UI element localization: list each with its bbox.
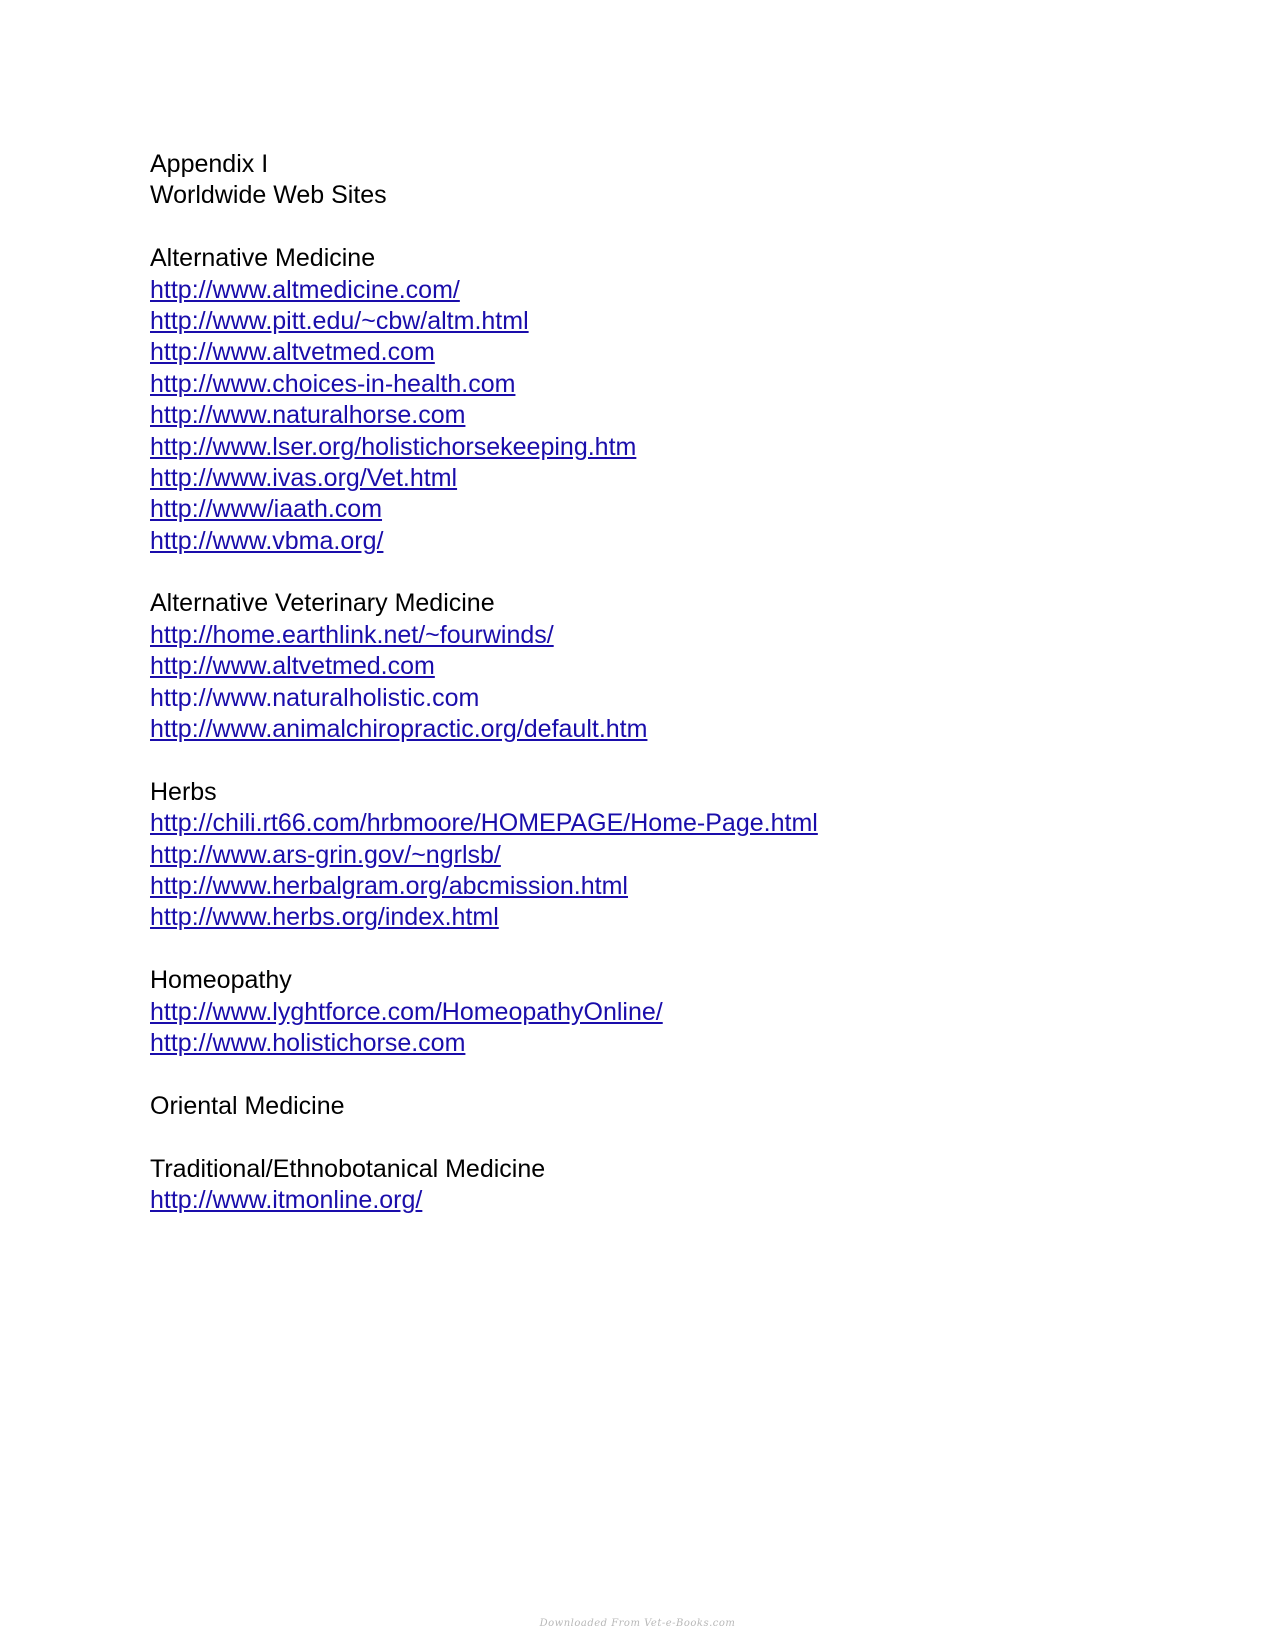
watermark: Downloaded From Vet-e-Books.com (539, 1618, 736, 1629)
section-heading: Oriental Medicine (150, 1091, 345, 1120)
section-heading: Traditional/Ethnobotanical Medicine (150, 1154, 546, 1183)
web-link[interactable]: http://chili.rt66.com/hrbmoore/HOMEPAGE/Home-Page.html (150, 809, 818, 838)
section-alternative-veterinary-medicine (150, 588, 1150, 745)
web-link[interactable]: http://www.altvetmed.com (150, 652, 435, 681)
section-homeopathy (150, 965, 1150, 1059)
section-traditional-ethnobotanical-medicine (150, 1154, 1150, 1217)
web-link[interactable]: http://www.choices-in-health.com (150, 369, 516, 398)
web-link[interactable]: http://www.animalchiropractic.org/default.htm (150, 715, 648, 744)
section-herbs (150, 777, 1150, 934)
section-heading: Herbs (150, 777, 217, 806)
web-link[interactable]: http://www.lser.org/holistichorsekeeping.htm (150, 432, 637, 461)
appendix-label: Appendix I (150, 150, 269, 178)
web-link[interactable]: http://www.ivas.org/Vet.html (150, 463, 458, 492)
web-link[interactable]: http://www.vbma.org/ (150, 526, 384, 555)
web-link[interactable]: http://www.altmedicine.com/ (150, 275, 460, 304)
web-link[interactable]: http://www.herbs.org/index.html (150, 903, 499, 932)
section-heading: Alternative Medicine (150, 244, 376, 273)
web-link[interactable]: http://www.altvetmed.com (150, 338, 435, 367)
section-heading: Homeopathy (150, 966, 292, 995)
web-link[interactable]: http://www.ars-grin.gov/~ngrlsb/ (150, 840, 501, 869)
document-body (150, 149, 1150, 1216)
web-link[interactable]: http://www.pitt.edu/~cbw/altm.html (150, 306, 529, 335)
web-link[interactable]: http://www.lyghtforce.com/HomeopathyOnline/ (150, 997, 663, 1026)
web-link[interactable]: http://www.herbalgram.org/abcmission.html (150, 871, 628, 900)
section-alternative-medicine (150, 243, 1150, 557)
web-link[interactable]: http://www.holistichorse.com (150, 1028, 466, 1057)
web-link[interactable]: http://www.itmonline.org/ (150, 1185, 423, 1214)
section-oriental-medicine (150, 1091, 1150, 1122)
plain-url-text: http://www.naturalholistic.com (150, 683, 480, 712)
web-link[interactable]: http://www.naturalhorse.com (150, 401, 466, 430)
page-title: Worldwide Web Sites (150, 181, 387, 210)
web-link[interactable]: http://www/iaath.com (150, 495, 383, 524)
spacer (150, 212, 1150, 243)
web-link[interactable]: http://home.earthlink.net/~fourwinds/ (150, 620, 554, 649)
section-heading: Alternative Veterinary Medicine (150, 589, 495, 618)
